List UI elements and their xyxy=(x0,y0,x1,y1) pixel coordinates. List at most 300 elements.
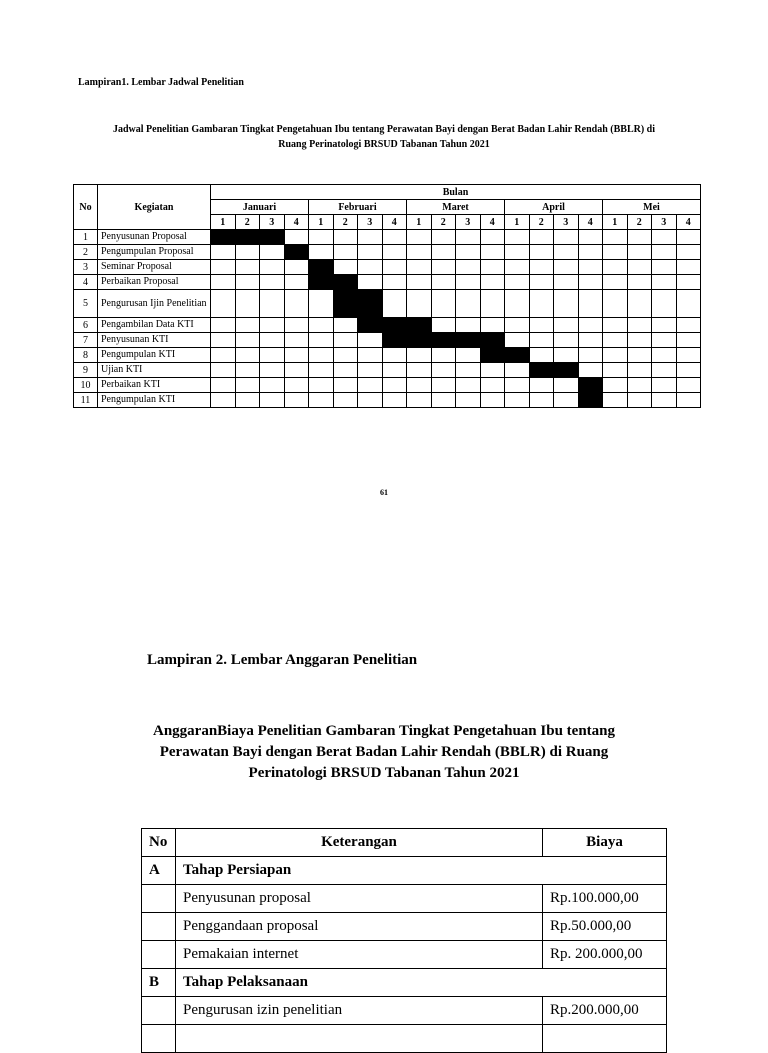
schedule-cell xyxy=(407,275,432,290)
schedule-cell xyxy=(554,260,579,275)
schedule-cell xyxy=(431,363,456,378)
schedule-cell-filled xyxy=(456,333,481,348)
schedule-cell xyxy=(407,393,432,408)
schedule-cell xyxy=(676,275,701,290)
budget-desc: Penggandaan proposal xyxy=(176,913,543,941)
schedule-cell xyxy=(358,363,383,378)
budget-title-line-3: Perinatologi BRSUD Tabanan Tahun 2021 xyxy=(248,765,520,781)
schedule-cell xyxy=(505,378,530,393)
budget-title-line-1: AnggaranBiaya Penelitian Gambaran Tingkat Pengetahuan Ibu tentang xyxy=(152,723,616,739)
row-number: 5 xyxy=(74,290,98,318)
schedule-cell xyxy=(235,260,260,275)
schedule-cell-filled xyxy=(480,333,505,348)
activity-name: Perbaikan KTI xyxy=(98,378,211,393)
schedule-cell xyxy=(505,290,530,318)
week-header: 2 xyxy=(529,215,554,230)
schedule-cell xyxy=(211,245,236,260)
schedule-cell xyxy=(627,363,652,378)
schedule-cell xyxy=(529,348,554,363)
schedule-cell xyxy=(309,245,334,260)
schedule-cell-filled xyxy=(407,333,432,348)
schedule-cell xyxy=(505,260,530,275)
schedule-cell-filled xyxy=(554,363,579,378)
schedule-cell xyxy=(529,393,554,408)
schedule-cell xyxy=(431,290,456,318)
schedule-cell xyxy=(480,393,505,408)
week-header: 1 xyxy=(505,215,530,230)
schedule-cell xyxy=(456,318,481,333)
schedule-cell xyxy=(333,393,358,408)
schedule-cell xyxy=(260,393,285,408)
schedule-cell xyxy=(358,275,383,290)
schedule-cell xyxy=(554,318,579,333)
schedule-cell xyxy=(529,318,554,333)
schedule-cell xyxy=(431,318,456,333)
row-number: 10 xyxy=(74,378,98,393)
schedule-cell xyxy=(431,378,456,393)
schedule-cell xyxy=(529,290,554,318)
schedule-cell-filled xyxy=(382,318,407,333)
schedule-cell xyxy=(603,275,628,290)
schedule-cell xyxy=(309,333,334,348)
schedule-cell xyxy=(284,318,309,333)
schedule-cell xyxy=(284,290,309,318)
schedule-row xyxy=(74,230,701,245)
schedule-cell xyxy=(333,318,358,333)
budget-desc: Pemakaian internet xyxy=(176,941,543,969)
schedule-cell xyxy=(211,260,236,275)
schedule-cell xyxy=(358,378,383,393)
schedule-cell xyxy=(603,318,628,333)
schedule-cell xyxy=(480,378,505,393)
row-number: 2 xyxy=(74,245,98,260)
schedule-cell xyxy=(333,348,358,363)
schedule-cell xyxy=(505,318,530,333)
schedule-cell xyxy=(578,290,603,318)
schedule-cell xyxy=(358,348,383,363)
schedule-cell xyxy=(456,230,481,245)
schedule-cell xyxy=(676,318,701,333)
budget-cost: Rp.100.000,00 xyxy=(543,885,667,913)
week-header: 3 xyxy=(260,215,285,230)
week-header: 3 xyxy=(554,215,579,230)
schedule-cell xyxy=(284,363,309,378)
schedule-row xyxy=(74,260,701,275)
schedule-cell xyxy=(652,230,677,245)
schedule-cell xyxy=(603,393,628,408)
schedule-cell-filled xyxy=(333,275,358,290)
schedule-cell xyxy=(554,275,579,290)
schedule-cell xyxy=(358,393,383,408)
schedule-cell xyxy=(578,363,603,378)
month-header: April xyxy=(505,200,603,215)
week-header: 4 xyxy=(382,215,407,230)
schedule-cell-filled xyxy=(309,260,334,275)
budget-section-title: Tahap Persiapan xyxy=(176,857,667,885)
schedule-cell xyxy=(652,290,677,318)
schedule-cell xyxy=(456,348,481,363)
schedule-cell xyxy=(284,230,309,245)
schedule-cell xyxy=(652,378,677,393)
schedule-cell xyxy=(235,363,260,378)
schedule-cell xyxy=(676,363,701,378)
schedule-cell xyxy=(652,363,677,378)
schedule-cell xyxy=(235,333,260,348)
activity-name: Pengurusan Ijin Penelitian xyxy=(98,290,211,318)
schedule-cell xyxy=(627,290,652,318)
schedule-cell xyxy=(603,260,628,275)
schedule-cell xyxy=(284,393,309,408)
schedule-cell xyxy=(407,230,432,245)
schedule-cell xyxy=(309,230,334,245)
schedule-cell xyxy=(309,348,334,363)
schedule-cell xyxy=(333,230,358,245)
budget-cost: Rp.200.000,00 xyxy=(543,997,667,1025)
schedule-cell xyxy=(382,393,407,408)
budget-section-letter: A xyxy=(142,857,176,885)
activity-name: Pengumpulan KTI xyxy=(98,393,211,408)
budget-no xyxy=(142,1025,176,1053)
schedule-cell xyxy=(333,260,358,275)
schedule-cell xyxy=(309,363,334,378)
schedule-cell xyxy=(260,260,285,275)
schedule-cell xyxy=(603,230,628,245)
week-header: 2 xyxy=(333,215,358,230)
schedule-cell xyxy=(211,333,236,348)
week-header: 3 xyxy=(358,215,383,230)
schedule-cell xyxy=(358,245,383,260)
schedule-cell xyxy=(456,378,481,393)
schedule-cell xyxy=(529,333,554,348)
schedule-cell xyxy=(529,230,554,245)
schedule-cell xyxy=(603,363,628,378)
row-number: 3 xyxy=(74,260,98,275)
month-header: Mei xyxy=(603,200,701,215)
budget-header-cost: Biaya xyxy=(543,829,667,857)
schedule-cell xyxy=(652,318,677,333)
schedule-cell xyxy=(627,333,652,348)
schedule-cell xyxy=(284,348,309,363)
schedule-cell xyxy=(676,348,701,363)
budget-section-row xyxy=(142,857,667,885)
schedule-cell xyxy=(235,245,260,260)
schedule-cell xyxy=(284,275,309,290)
schedule-cell xyxy=(382,275,407,290)
schedule-cell xyxy=(652,275,677,290)
activity-name: Pengumpulan KTI xyxy=(98,348,211,363)
appendix-2-label: Lampiran 2. Lembar Anggaran Penelitian xyxy=(147,652,418,668)
schedule-cell-filled xyxy=(407,318,432,333)
schedule-cell xyxy=(333,363,358,378)
schedule-cell xyxy=(529,245,554,260)
schedule-cell xyxy=(627,230,652,245)
schedule-cell xyxy=(676,260,701,275)
schedule-cell xyxy=(505,363,530,378)
schedule-cell xyxy=(284,260,309,275)
schedule-row xyxy=(74,275,701,290)
schedule-cell xyxy=(529,260,554,275)
schedule-cell xyxy=(260,333,285,348)
schedule-cell xyxy=(211,393,236,408)
row-number: 4 xyxy=(74,275,98,290)
schedule-title xyxy=(60,122,708,152)
schedule-cell xyxy=(284,333,309,348)
row-number: 11 xyxy=(74,393,98,408)
schedule-cell xyxy=(480,230,505,245)
week-header: 1 xyxy=(603,215,628,230)
header-month-group: Bulan xyxy=(211,185,701,200)
schedule-cell xyxy=(603,348,628,363)
schedule-cell xyxy=(431,393,456,408)
activity-name: Perbaikan Proposal xyxy=(98,275,211,290)
schedule-cell-filled xyxy=(578,393,603,408)
week-header: 4 xyxy=(284,215,309,230)
schedule-cell-filled xyxy=(358,318,383,333)
schedule-cell xyxy=(407,378,432,393)
schedule-cell xyxy=(211,348,236,363)
schedule-cell xyxy=(309,318,334,333)
row-number: 6 xyxy=(74,318,98,333)
schedule-cell xyxy=(235,393,260,408)
schedule-row xyxy=(74,363,701,378)
schedule-cell xyxy=(505,275,530,290)
row-number: 1 xyxy=(74,230,98,245)
schedule-cell xyxy=(529,378,554,393)
schedule-cell xyxy=(235,378,260,393)
schedule-cell xyxy=(627,275,652,290)
schedule-cell xyxy=(480,245,505,260)
schedule-cell xyxy=(382,260,407,275)
budget-no xyxy=(142,885,176,913)
schedule-cell xyxy=(260,275,285,290)
schedule-cell xyxy=(431,275,456,290)
appendix-1-label: Lampiran1. Lembar Jadwal Penelitian xyxy=(78,77,244,88)
schedule-cell xyxy=(554,245,579,260)
budget-no xyxy=(142,997,176,1025)
schedule-cell xyxy=(603,378,628,393)
schedule-cell xyxy=(676,245,701,260)
schedule-table xyxy=(73,184,701,408)
schedule-cell xyxy=(456,245,481,260)
schedule-cell xyxy=(480,363,505,378)
schedule-cell xyxy=(456,260,481,275)
schedule-cell xyxy=(284,378,309,393)
schedule-cell-filled xyxy=(260,230,285,245)
budget-desc xyxy=(176,1025,543,1053)
schedule-cell xyxy=(676,378,701,393)
schedule-cell xyxy=(676,333,701,348)
schedule-row xyxy=(74,393,701,408)
schedule-cell xyxy=(382,363,407,378)
schedule-cell xyxy=(309,393,334,408)
schedule-cell xyxy=(578,230,603,245)
schedule-row xyxy=(74,290,701,318)
schedule-cell xyxy=(505,245,530,260)
schedule-cell xyxy=(480,290,505,318)
schedule-row xyxy=(74,348,701,363)
schedule-cell xyxy=(260,363,285,378)
schedule-cell xyxy=(407,245,432,260)
schedule-cell xyxy=(211,378,236,393)
schedule-cell xyxy=(333,378,358,393)
schedule-cell xyxy=(676,290,701,318)
schedule-cell xyxy=(407,348,432,363)
schedule-cell xyxy=(456,393,481,408)
schedule-cell-filled xyxy=(284,245,309,260)
budget-section-row xyxy=(142,969,667,997)
schedule-cell xyxy=(652,260,677,275)
schedule-cell xyxy=(554,393,579,408)
schedule-cell xyxy=(554,348,579,363)
row-number: 7 xyxy=(74,333,98,348)
budget-desc: Penyusunan proposal xyxy=(176,885,543,913)
schedule-cell xyxy=(627,245,652,260)
schedule-cell xyxy=(456,363,481,378)
schedule-cell xyxy=(627,318,652,333)
schedule-cell xyxy=(505,230,530,245)
budget-cost: Rp. 200.000,00 xyxy=(543,941,667,969)
schedule-cell xyxy=(627,393,652,408)
budget-body xyxy=(142,857,667,1053)
activity-name: Penyusunan KTI xyxy=(98,333,211,348)
month-header: Januari xyxy=(211,200,309,215)
schedule-cell xyxy=(627,378,652,393)
week-header: 1 xyxy=(309,215,334,230)
schedule-cell xyxy=(578,275,603,290)
header-no: No xyxy=(74,185,98,230)
schedule-cell xyxy=(260,290,285,318)
schedule-cell xyxy=(578,318,603,333)
week-header: 4 xyxy=(480,215,505,230)
schedule-cell xyxy=(431,245,456,260)
week-header: 3 xyxy=(652,215,677,230)
schedule-cell-filled xyxy=(211,230,236,245)
budget-header-no: No xyxy=(142,829,176,857)
schedule-cell xyxy=(358,260,383,275)
schedule-cell-filled xyxy=(480,348,505,363)
schedule-cell xyxy=(603,245,628,260)
header-activity: Kegiatan xyxy=(98,185,211,230)
activity-name: Pengambilan Data KTI xyxy=(98,318,211,333)
schedule-cell xyxy=(333,333,358,348)
week-header: 2 xyxy=(627,215,652,230)
month-header: Maret xyxy=(407,200,505,215)
schedule-row xyxy=(74,378,701,393)
schedule-cell xyxy=(505,333,530,348)
schedule-cell xyxy=(578,333,603,348)
schedule-cell xyxy=(382,245,407,260)
budget-cost: Rp.50.000,00 xyxy=(543,913,667,941)
schedule-cell xyxy=(554,333,579,348)
schedule-cell-filled xyxy=(235,230,260,245)
schedule-cell xyxy=(529,275,554,290)
budget-item-row xyxy=(142,997,667,1025)
week-header: 3 xyxy=(456,215,481,230)
budget-no xyxy=(142,913,176,941)
schedule-cell xyxy=(676,393,701,408)
schedule-cell xyxy=(382,348,407,363)
schedule-cell xyxy=(382,290,407,318)
schedule-cell-filled xyxy=(505,348,530,363)
schedule-cell xyxy=(603,290,628,318)
schedule-cell xyxy=(627,348,652,363)
activity-name: Penyusunan Proposal xyxy=(98,230,211,245)
schedule-cell xyxy=(431,260,456,275)
week-header: 4 xyxy=(676,215,701,230)
schedule-cell xyxy=(676,230,701,245)
schedule-cell xyxy=(407,363,432,378)
schedule-title-line-2: Ruang Perinatologi BRSUD Tabanan Tahun 2021 xyxy=(278,139,490,150)
budget-title-line-2: Perawatan Bayi dengan Berat Badan Lahir Rendah (BBLR) di Ruang xyxy=(159,744,609,760)
budget-header-desc: Keterangan xyxy=(176,829,543,857)
schedule-cell xyxy=(211,290,236,318)
budget-item-row xyxy=(142,1025,667,1053)
schedule-cell xyxy=(211,275,236,290)
schedule-cell xyxy=(407,290,432,318)
schedule-cell xyxy=(578,245,603,260)
row-number: 9 xyxy=(74,363,98,378)
schedule-cell xyxy=(358,333,383,348)
schedule-cell xyxy=(407,260,432,275)
schedule-cell xyxy=(480,260,505,275)
week-header: 2 xyxy=(235,215,260,230)
budget-no xyxy=(142,941,176,969)
schedule-cell xyxy=(382,378,407,393)
schedule-cell xyxy=(578,260,603,275)
schedule-cell-filled xyxy=(529,363,554,378)
schedule-cell xyxy=(260,318,285,333)
schedule-cell xyxy=(431,348,456,363)
activity-name: Seminar Proposal xyxy=(98,260,211,275)
schedule-cell xyxy=(554,378,579,393)
schedule-row xyxy=(74,245,701,260)
schedule-cell xyxy=(627,260,652,275)
schedule-row xyxy=(74,333,701,348)
schedule-cell xyxy=(211,363,236,378)
schedule-cell xyxy=(456,290,481,318)
schedule-cell xyxy=(652,348,677,363)
schedule-cell xyxy=(382,230,407,245)
schedule-cell xyxy=(309,290,334,318)
schedule-cell xyxy=(554,290,579,318)
activity-name: Pengumpulan Proposal xyxy=(98,245,211,260)
schedule-cell-filled xyxy=(358,290,383,318)
budget-item-row xyxy=(142,941,667,969)
budget-item-row xyxy=(142,913,667,941)
row-number: 8 xyxy=(74,348,98,363)
page-number: 61 xyxy=(380,488,388,497)
schedule-cell xyxy=(456,275,481,290)
schedule-cell-filled xyxy=(309,275,334,290)
schedule-cell xyxy=(358,230,383,245)
schedule-cell xyxy=(333,245,358,260)
schedule-cell xyxy=(652,333,677,348)
schedule-cell-filled xyxy=(578,378,603,393)
schedule-cell xyxy=(309,378,334,393)
schedule-cell xyxy=(652,393,677,408)
schedule-cell xyxy=(431,230,456,245)
budget-section-letter: B xyxy=(142,969,176,997)
schedule-cell xyxy=(505,393,530,408)
budget-table xyxy=(141,828,667,1053)
budget-desc: Pengurusan izin penelitian xyxy=(176,997,543,1025)
week-header: 2 xyxy=(431,215,456,230)
schedule-cell xyxy=(554,230,579,245)
schedule-cell xyxy=(235,275,260,290)
schedule-cell-filled xyxy=(382,333,407,348)
budget-item-row xyxy=(142,885,667,913)
week-header: 1 xyxy=(211,215,236,230)
